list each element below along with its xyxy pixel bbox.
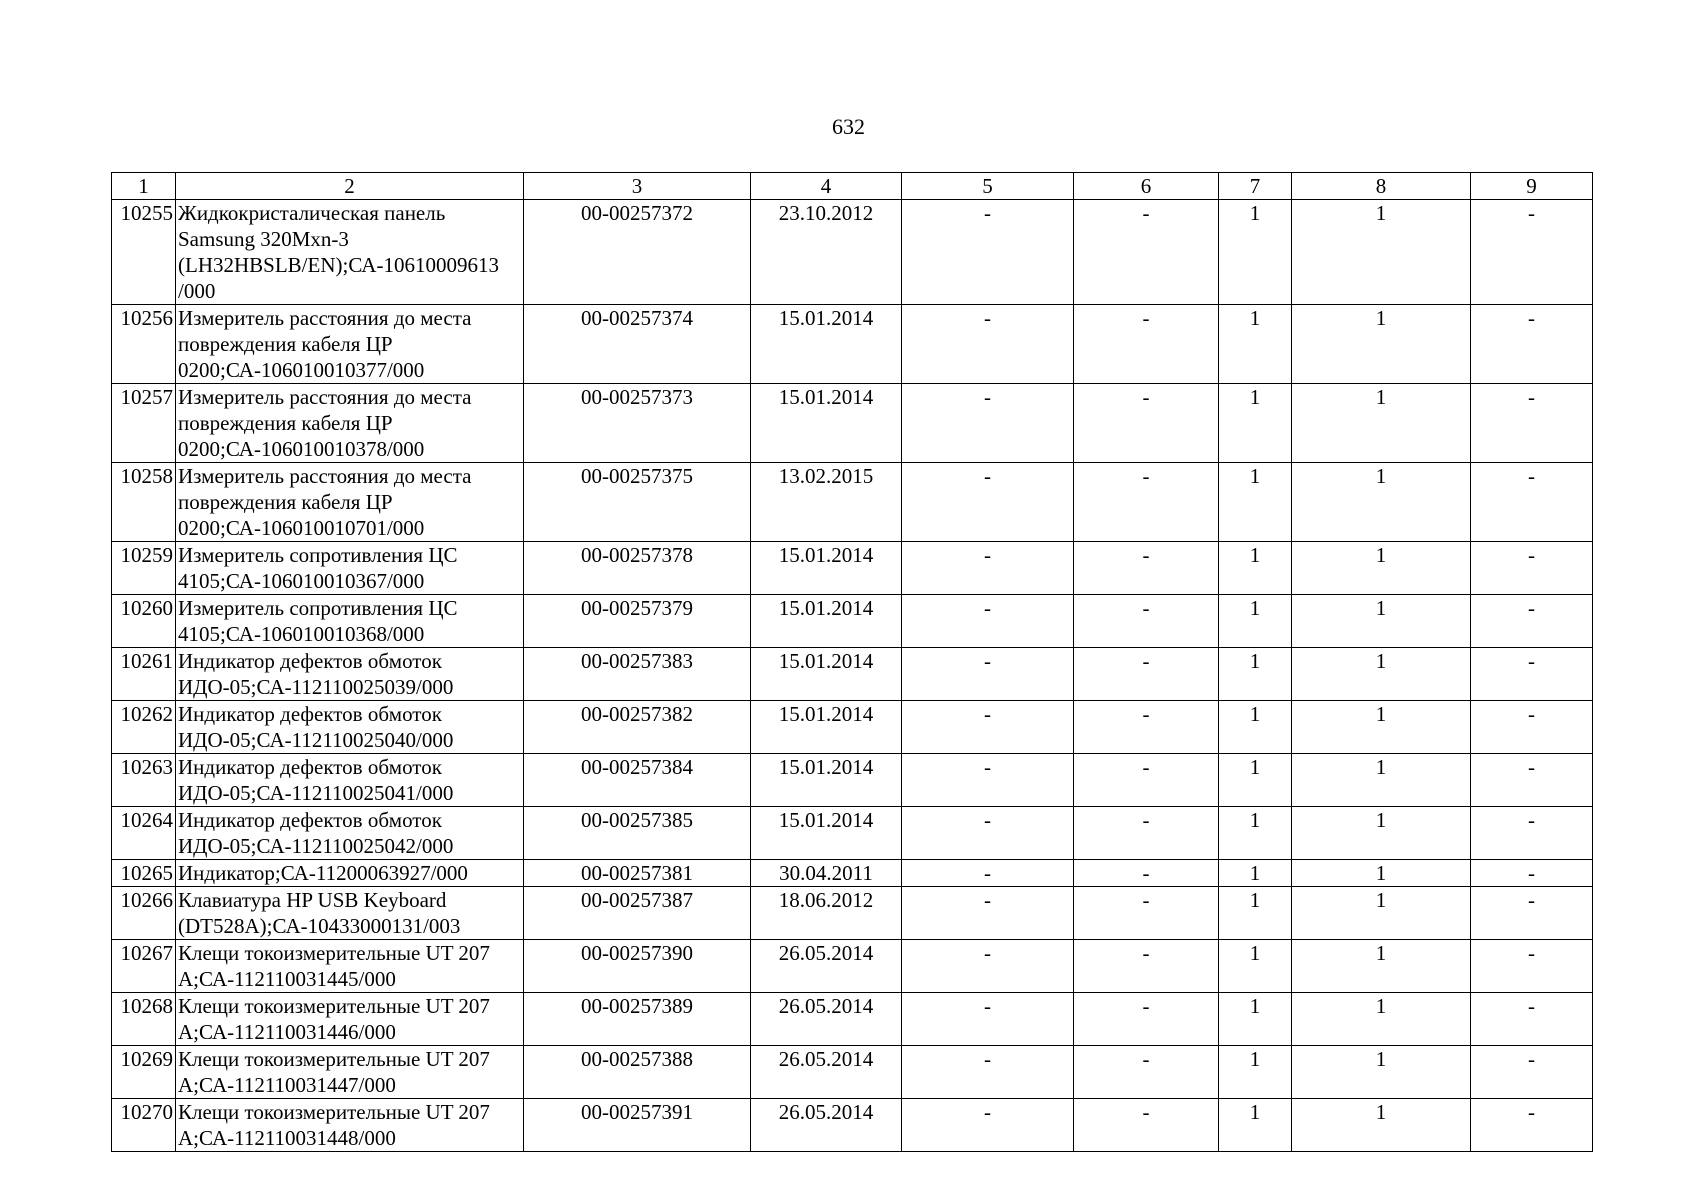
col5-cell: - [902,940,1074,993]
col6-cell: - [1074,860,1219,887]
row-number-cell: 10263 [112,754,176,807]
col5-cell: - [902,542,1074,595]
date-cell: 30.04.2011 [751,860,902,887]
col6-cell: - [1074,384,1219,463]
inventory-code-cell: 00-00257378 [524,542,751,595]
column-header-1: 1 [112,173,176,200]
table-row [112,993,1593,1046]
col7-cell: 1 [1219,860,1292,887]
col9-cell: - [1471,887,1593,940]
column-header-2: 2 [176,173,524,200]
col8-cell: 1 [1292,384,1471,463]
col6-cell: - [1074,940,1219,993]
inventory-table [111,172,1593,1152]
inventory-code-cell: 00-00257383 [524,648,751,701]
col5-cell: - [902,701,1074,754]
col7-cell: 1 [1219,595,1292,648]
table-row [112,200,1593,305]
col5-cell: - [902,648,1074,701]
row-number-cell: 10257 [112,384,176,463]
col7-cell: 1 [1219,701,1292,754]
col8-cell: 1 [1292,305,1471,384]
item-name-cell: Клавиатура HP USB Keyboard (DT528A);СА-10433000131/003 [176,887,524,940]
row-number-cell: 10256 [112,305,176,384]
date-cell: 15.01.2014 [751,384,902,463]
column-header-4: 4 [751,173,902,200]
table-row [112,701,1593,754]
col6-cell: - [1074,200,1219,305]
date-cell: 15.01.2014 [751,754,902,807]
column-header-8: 8 [1292,173,1471,200]
col7-cell: 1 [1219,993,1292,1046]
col8-cell: 1 [1292,200,1471,305]
date-cell: 26.05.2014 [751,940,902,993]
col8-cell: 1 [1292,1099,1471,1152]
col7-cell: 1 [1219,807,1292,860]
col6-cell: - [1074,993,1219,1046]
date-cell: 15.01.2014 [751,648,902,701]
col6-cell: - [1074,754,1219,807]
table-row [112,463,1593,542]
col6-cell: - [1074,463,1219,542]
item-name-cell: Индикатор дефектов обмоток ИДО-05;СА-112110025039/000 [176,648,524,701]
row-number-cell: 10270 [112,1099,176,1152]
row-number-cell: 10260 [112,595,176,648]
item-name-cell: Индикатор;СА-11200063927/000 [176,860,524,887]
col5-cell: - [902,384,1074,463]
row-number-cell: 10264 [112,807,176,860]
inventory-code-cell: 00-00257384 [524,754,751,807]
col5-cell: - [902,993,1074,1046]
row-number-cell: 10255 [112,200,176,305]
col6-cell: - [1074,1046,1219,1099]
table-row [112,305,1593,384]
col7-cell: 1 [1219,305,1292,384]
item-name-cell: Индикатор дефектов обмоток ИДО-05;СА-112110025040/000 [176,701,524,754]
inventory-code-cell: 00-00257374 [524,305,751,384]
row-number-cell: 10259 [112,542,176,595]
item-name-cell: Клещи токоизмерительные UT 207 A;СА-112110031446/000 [176,993,524,1046]
col7-cell: 1 [1219,542,1292,595]
item-name-cell: Индикатор дефектов обмоток ИДО-05;СА-112110025041/000 [176,754,524,807]
row-number-cell: 10261 [112,648,176,701]
col7-cell: 1 [1219,648,1292,701]
inventory-code-cell: 00-00257388 [524,1046,751,1099]
table-row [112,754,1593,807]
col5-cell: - [902,463,1074,542]
table-header [112,173,1593,200]
col5-cell: - [902,807,1074,860]
col7-cell: 1 [1219,1099,1292,1152]
item-name-cell: Клещи токоизмерительные UT 207 A;СА-112110031445/000 [176,940,524,993]
col5-cell: - [902,200,1074,305]
col8-cell: 1 [1292,595,1471,648]
col7-cell: 1 [1219,1046,1292,1099]
column-header-6: 6 [1074,173,1219,200]
item-name-cell: Измеритель расстояния до места повреждения кабеля ЦР 0200;СА-106010010378/000 [176,384,524,463]
col5-cell: - [902,887,1074,940]
date-cell: 15.01.2014 [751,701,902,754]
col7-cell: 1 [1219,887,1292,940]
table-row [112,1099,1593,1152]
col9-cell: - [1471,463,1593,542]
col6-cell: - [1074,701,1219,754]
col9-cell: - [1471,384,1593,463]
col6-cell: - [1074,305,1219,384]
date-cell: 15.01.2014 [751,542,902,595]
table-row [112,384,1593,463]
item-name-cell: Измеритель сопротивления ЦС 4105;СА-106010010368/000 [176,595,524,648]
col5-cell: - [902,860,1074,887]
col5-cell: - [902,305,1074,384]
col7-cell: 1 [1219,754,1292,807]
item-name-cell: Измеритель расстояния до места повреждения кабеля ЦР 0200;СА-106010010377/000 [176,305,524,384]
date-cell: 26.05.2014 [751,993,902,1046]
inventory-code-cell: 00-00257391 [524,1099,751,1152]
col6-cell: - [1074,1099,1219,1152]
item-name-cell: Жидкокристалическая панель Samsung 320Mxn-3 (LH32HBSLB/EN);СА-10610009613 /000 [176,200,524,305]
row-number-cell: 10258 [112,463,176,542]
col8-cell: 1 [1292,807,1471,860]
table-row [112,860,1593,887]
col9-cell: - [1471,701,1593,754]
col9-cell: - [1471,807,1593,860]
col7-cell: 1 [1219,200,1292,305]
col9-cell: - [1471,305,1593,384]
header-row [112,173,1593,200]
col6-cell: - [1074,542,1219,595]
col8-cell: 1 [1292,648,1471,701]
date-cell: 13.02.2015 [751,463,902,542]
col6-cell: - [1074,648,1219,701]
col5-cell: - [902,595,1074,648]
table-body [112,200,1593,1152]
row-number-cell: 10269 [112,1046,176,1099]
inventory-code-cell: 00-00257382 [524,701,751,754]
inventory-code-cell: 00-00257389 [524,993,751,1046]
col9-cell: - [1471,595,1593,648]
col8-cell: 1 [1292,993,1471,1046]
inventory-code-cell: 00-00257373 [524,384,751,463]
col9-cell: - [1471,993,1593,1046]
inventory-code-cell: 00-00257385 [524,807,751,860]
item-name-cell: Измеритель расстояния до места повреждения кабеля ЦР 0200;СА-106010010701/000 [176,463,524,542]
table-row [112,648,1593,701]
row-number-cell: 10266 [112,887,176,940]
col8-cell: 1 [1292,860,1471,887]
col9-cell: - [1471,1099,1593,1152]
column-header-5: 5 [902,173,1074,200]
col9-cell: - [1471,940,1593,993]
date-cell: 15.01.2014 [751,305,902,384]
col5-cell: - [902,1046,1074,1099]
inventory-code-cell: 00-00257390 [524,940,751,993]
page-number: 632 [832,114,865,139]
column-header-3: 3 [524,173,751,200]
date-cell: 26.05.2014 [751,1099,902,1152]
inventory-code-cell: 00-00257387 [524,887,751,940]
col8-cell: 1 [1292,1046,1471,1099]
col5-cell: - [902,754,1074,807]
date-cell: 15.01.2014 [751,807,902,860]
date-cell: 23.10.2012 [751,200,902,305]
col9-cell: - [1471,1046,1593,1099]
col8-cell: 1 [1292,463,1471,542]
item-name-cell: Клещи токоизмерительные UT 207 A;СА-112110031447/000 [176,1046,524,1099]
table-row [112,940,1593,993]
col7-cell: 1 [1219,384,1292,463]
inventory-code-cell: 00-00257381 [524,860,751,887]
col8-cell: 1 [1292,754,1471,807]
table-row [112,542,1593,595]
col7-cell: 1 [1219,940,1292,993]
column-header-9: 9 [1471,173,1593,200]
item-name-cell: Клещи токоизмерительные UT 207 A;СА-112110031448/000 [176,1099,524,1152]
row-number-cell: 10265 [112,860,176,887]
item-name-cell: Индикатор дефектов обмоток ИДО-05;СА-112110025042/000 [176,807,524,860]
inventory-code-cell: 00-00257379 [524,595,751,648]
inventory-code-cell: 00-00257375 [524,463,751,542]
row-number-cell: 10267 [112,940,176,993]
date-cell: 18.06.2012 [751,887,902,940]
col7-cell: 1 [1219,463,1292,542]
col5-cell: - [902,1099,1074,1152]
col8-cell: 1 [1292,542,1471,595]
table-row [112,807,1593,860]
col6-cell: - [1074,595,1219,648]
col8-cell: 1 [1292,940,1471,993]
col9-cell: - [1471,542,1593,595]
date-cell: 26.05.2014 [751,1046,902,1099]
item-name-cell: Измеритель сопротивления ЦС 4105;СА-106010010367/000 [176,542,524,595]
row-number-cell: 10268 [112,993,176,1046]
col9-cell: - [1471,648,1593,701]
date-cell: 15.01.2014 [751,595,902,648]
col6-cell: - [1074,807,1219,860]
col8-cell: 1 [1292,701,1471,754]
table-row [112,595,1593,648]
col8-cell: 1 [1292,887,1471,940]
col6-cell: - [1074,887,1219,940]
col9-cell: - [1471,200,1593,305]
inventory-code-cell: 00-00257372 [524,200,751,305]
row-number-cell: 10262 [112,701,176,754]
col9-cell: - [1471,860,1593,887]
table-row [112,887,1593,940]
column-header-7: 7 [1219,173,1292,200]
col9-cell: - [1471,754,1593,807]
table-row [112,1046,1593,1099]
